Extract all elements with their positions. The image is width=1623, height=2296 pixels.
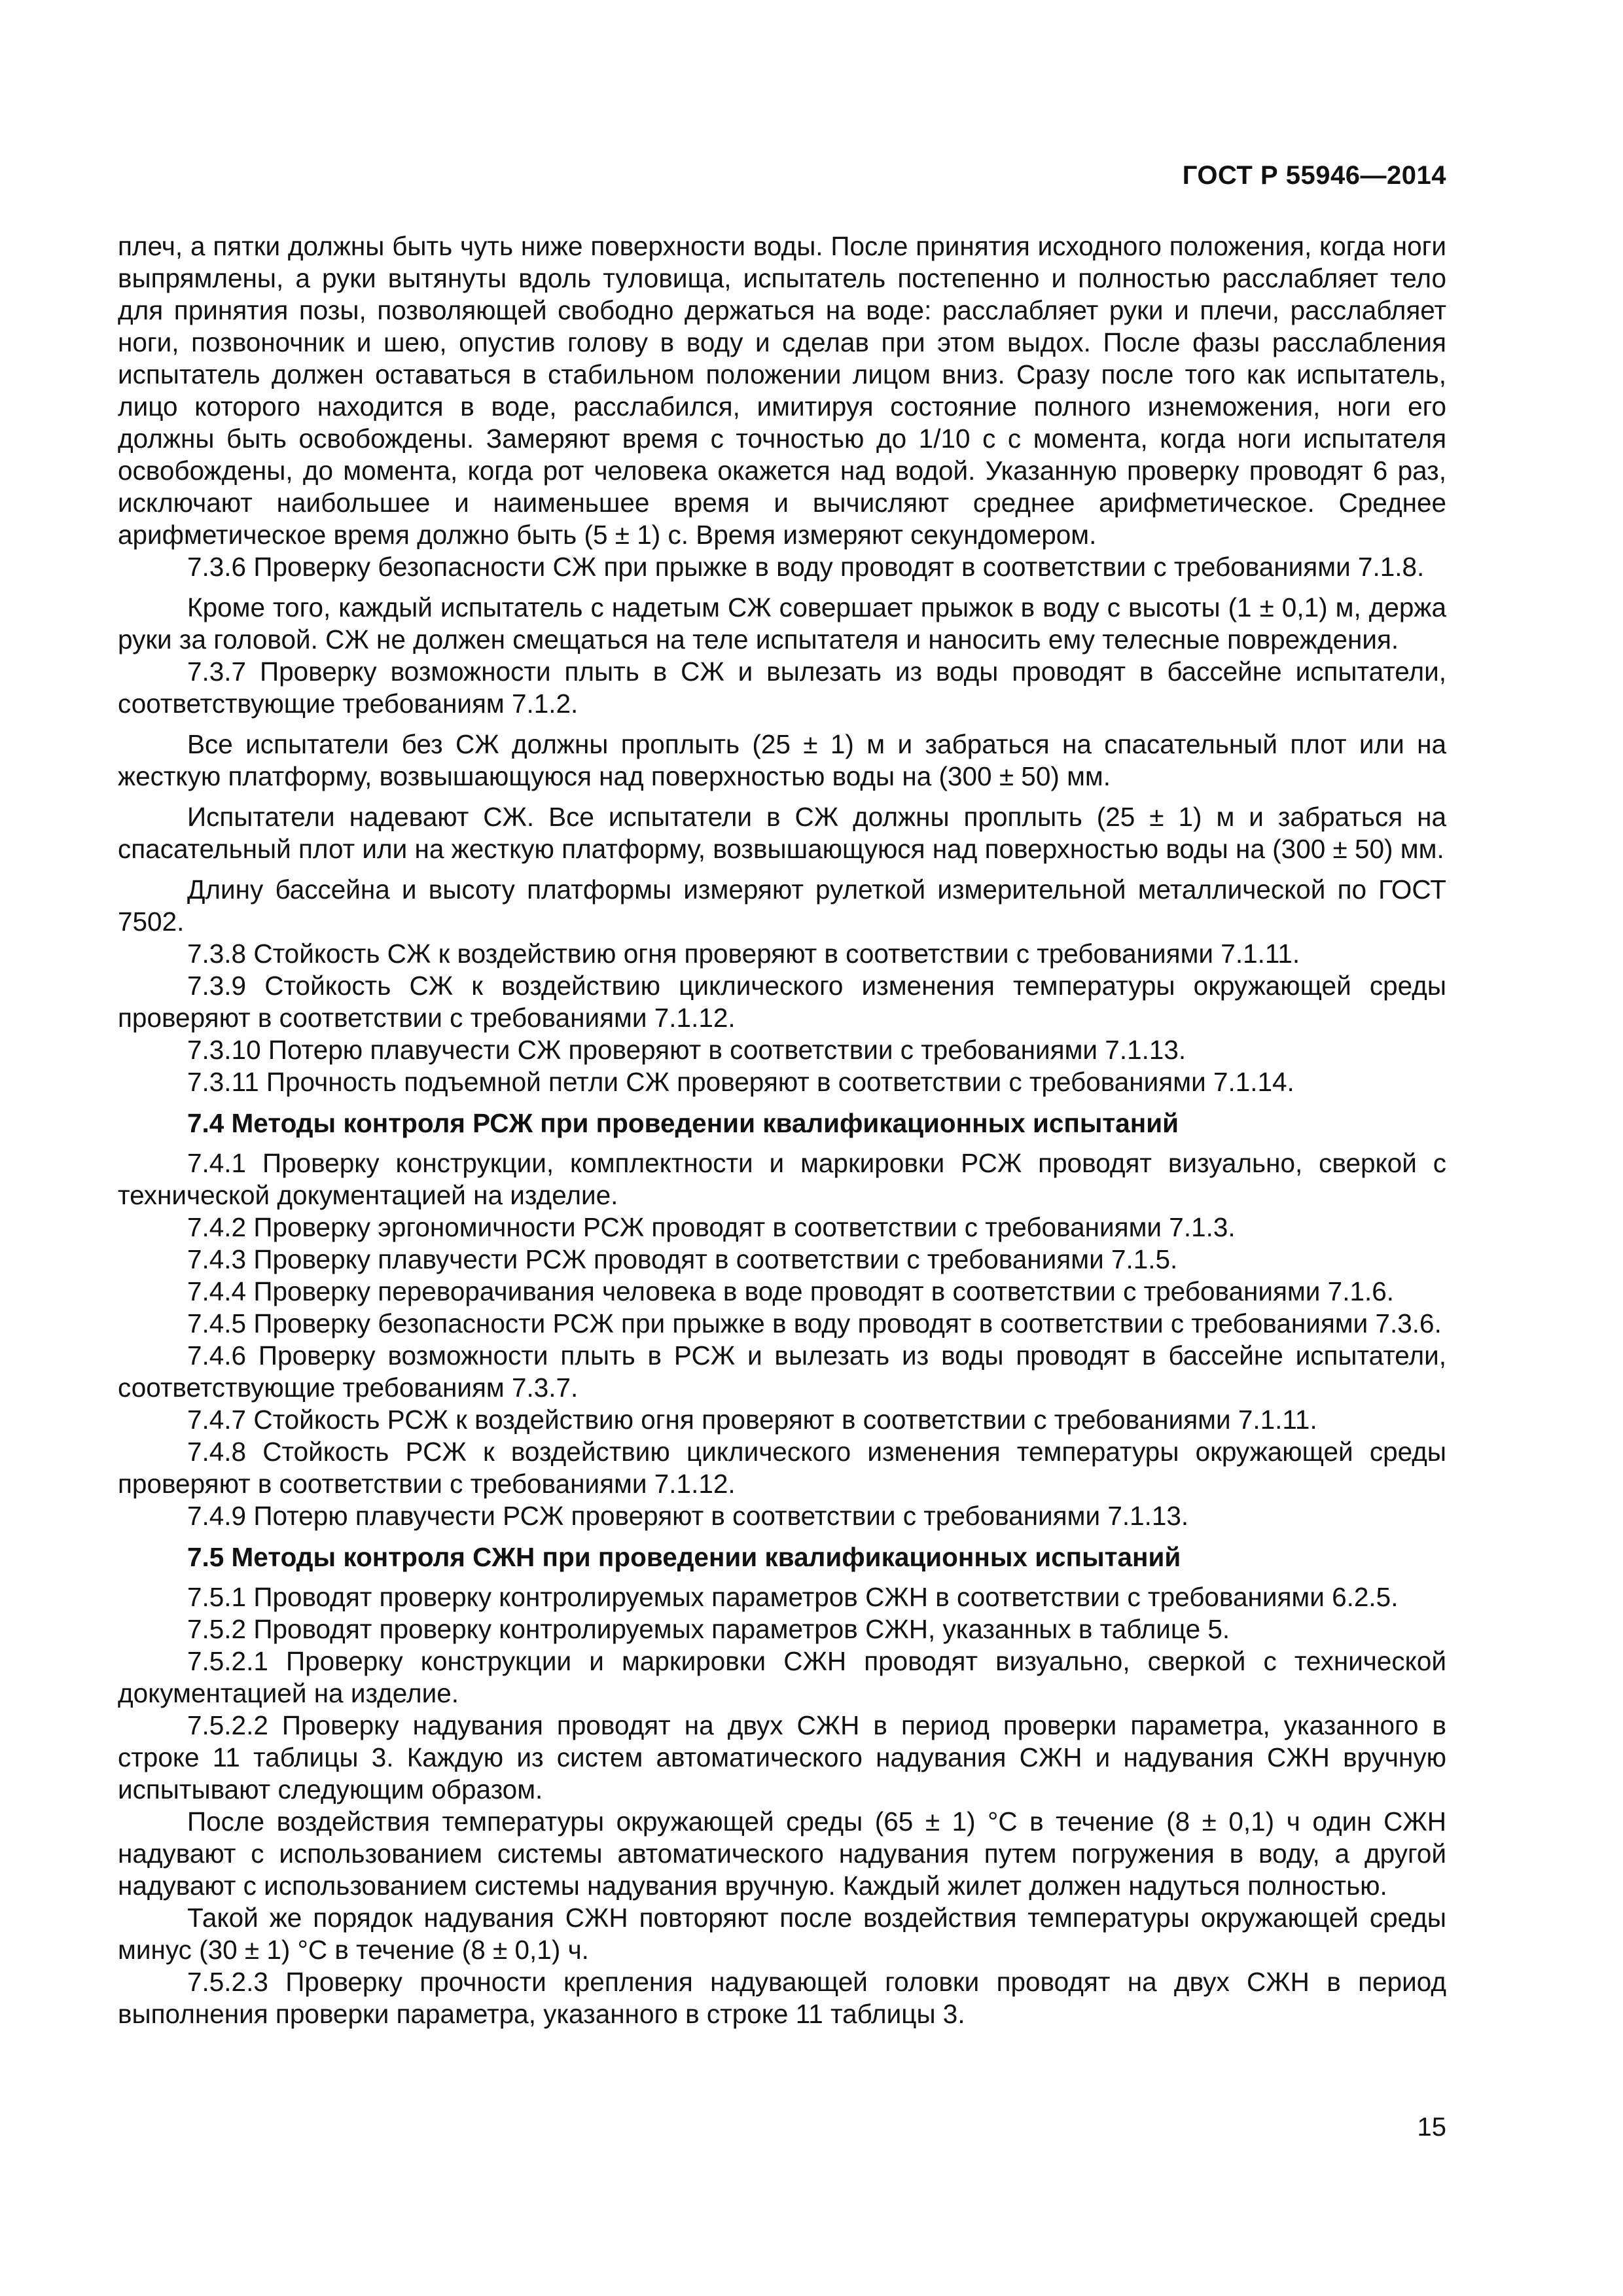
page-number: 15	[1417, 2113, 1446, 2142]
paragraph-7-3-9: 7.3.9 Стойкость СЖ к воздействию циклического изменения температуры окружающей среды проверяют в соответствии с требованиями 7.1.12.	[118, 971, 1446, 1033]
page-body	[118, 230, 1446, 2030]
paragraph-7-4-8: 7.4.8 Стойкость РСЖ к воздействию циклического изменения температуры окружающей среды проверяют в соответствии с требованиями 7.1.12.	[118, 1437, 1446, 1499]
paragraph-7-5-1: 7.5.1 Проводят проверку контролируемых параметров СЖН в соответствии с требованиями 6.2.5.	[187, 1582, 1399, 1612]
paragraph-swim-without-vest: Все испытатели без СЖ должны проплыть (25 ± 1) м и забраться на спасательный плот или на жесткую платформу, возвышающуюся над поверхностью воды на (300 ± 50) мм.	[118, 729, 1446, 791]
paragraph-7-5-2-3: 7.5.2.3 Проверку прочности крепления надувающей головки проводят на двух СЖН в период выполнения проверки параметра, указанного в строке 11 таблицы 3.	[118, 1967, 1446, 2029]
paragraph-7-3-11: 7.3.11 Прочность подъемной петли СЖ проверяют в соответствии с требованиями 7.1.14.	[187, 1067, 1294, 1097]
paragraph-7-4-1: 7.4.1 Проверку конструкции, комплектности и маркировки РСЖ проводят визуально, сверкой с технической документацией на изделие.	[118, 1148, 1446, 1210]
paragraph-7-4-6: 7.4.6 Проверку возможности плыть в РСЖ и вылезать из воды проводят в бассейне испытатели, соответствующие требованиям 7.3.7.	[118, 1340, 1446, 1403]
paragraph-7-5-2-2: 7.5.2.2 Проверку надувания проводят на двух СЖН в период проверки параметра, указанного в строке 11 таблицы 3. Каждую из систем автоматического надувания СЖН и надувания СЖН вручную испытывают следующим образом.	[118, 1710, 1446, 1804]
document-standard-number: ГОСТ Р 55946—2014	[1182, 161, 1446, 190]
paragraph-7-3-7: 7.3.7 Проверку возможности плыть в СЖ и вылезать из воды проводят в бассейне испытатели, соответствующие требованиям 7.1.2.	[118, 656, 1446, 719]
paragraph-7-4-7: 7.4.7 Стойкость РСЖ к воздействию огня проверяют в соответствии с требованиями 7.1.11.	[187, 1405, 1317, 1435]
paragraph-7-3-8: 7.3.8 Стойкость СЖ к воздействию огня проверяют в соответствии с требованиями 7.1.11.	[187, 939, 1300, 969]
paragraph-7-5-2-1: 7.5.2.1 Проверку конструкции и маркировки СЖН проводят визуально, сверкой с технической документацией на изделие.	[118, 1646, 1446, 1708]
paragraph-7-3-10: 7.3.10 Потерю плавучести СЖ проверяют в соответствии с требованиями 7.1.13.	[187, 1035, 1186, 1065]
paragraph-7-5-2: 7.5.2 Проводят проверку контролируемых параметров СЖН, указанных в таблице 5.	[187, 1614, 1230, 1644]
paragraph-continuation: плеч, а пятки должны быть чуть ниже поверхности воды. После принятия исходного положения, когда ноги выпрямлены, а руки вытянуты вдоль туловища, испытатель постепенно и полностью расслабляет тело для принятия позы, позволяющей свободно держаться на воде: расслабляет руки и плечи, расслабляет ноги, позвоночник и шею, опустив голову в воду и сделав при этом выдох. После фазы расслабления испытатель должен оставаться в стабильном положении лицом вниз. Сразу после того как испытатель, лицо которого находится в воде, расслабился, имитируя состояние полного изнеможения, ноги его должны быть освобождены. Замеряют время с точностью до 1/10 с с момента, когда ноги испытателя освобождены, до момента, когда рот человека окажется над водой. Указанную проверку проводят 6 раз, исключают наибольшее и наименьшее время и вычисляют среднее арифметическое. Среднее арифметическое время должно быть (5 ± 1) с. Время измеряют секундомером.	[118, 231, 1446, 550]
paragraph-7-4-5: 7.4.5 Проверку безопасности РСЖ при прыжке в воду проводят в соответствии с требованиями 7.3.6.	[187, 1308, 1442, 1338]
paragraph-heat-inflation: После воздействия температуры окружающей среды (65 ± 1) °С в течение (8 ± 0,1) ч один СЖН надувают с использованием системы автоматического надувания путем погружения в воду, а другой надувают с использованием системы надувания вручную. Каждый жилет должен надуться полностью.	[118, 1806, 1446, 1901]
paragraph-7-4-9: 7.4.9 Потерю плавучести РСЖ проверяют в соответствии с требованиями 7.1.13.	[187, 1501, 1189, 1531]
paragraph-7-3-6: 7.3.6 Проверку безопасности СЖ при прыжке в воду проводят в соответствии с требованиями 7.1.8.	[187, 552, 1425, 582]
paragraph-swim-with-vest: Испытатели надевают СЖ. Все испытатели в СЖ должны проплыть (25 ± 1) м и забраться на спасательный плот или на жесткую платформу, возвышающуюся над поверхностью воды на (300 ± 50) мм.	[118, 802, 1446, 864]
paragraph-7-4-2: 7.4.2 Проверку эргономичности РСЖ проводят в соответствии с требованиями 7.1.3.	[187, 1212, 1236, 1242]
section-heading-7-4: 7.4 Методы контроля РСЖ при проведении квалификационных испытаний	[187, 1108, 1179, 1138]
paragraph-cold-inflation: Такой же порядок надувания СЖН повторяют после воздействия температуры окружающей среды минус (30 ± 1) °С в течение (8 ± 0,1) ч.	[118, 1903, 1446, 1965]
paragraph-7-4-3: 7.4.3 Проверку плавучести РСЖ проводят в соответствии с требованиями 7.1.5.	[187, 1244, 1178, 1274]
paragraph-measurement: Длину бассейна и высоту платформы измеряют рулеткой измерительной металлической по ГОСТ 7502.	[118, 874, 1446, 937]
paragraph-jump-test: Кроме того, каждый испытатель с надетым СЖ совершает прыжок в воду с высоты (1 ± 0,1) м, держа руки за головой. СЖ не должен смещаться на теле испытателя и наносить ему телесные повреждения.	[118, 592, 1446, 655]
section-heading-7-5: 7.5 Методы контроля СЖН при проведении квалификационных испытаний	[187, 1542, 1181, 1572]
paragraph-7-4-4: 7.4.4 Проверку переворачивания человека в воде проводят в соответствии с требованиями 7.1.6.	[187, 1276, 1395, 1306]
